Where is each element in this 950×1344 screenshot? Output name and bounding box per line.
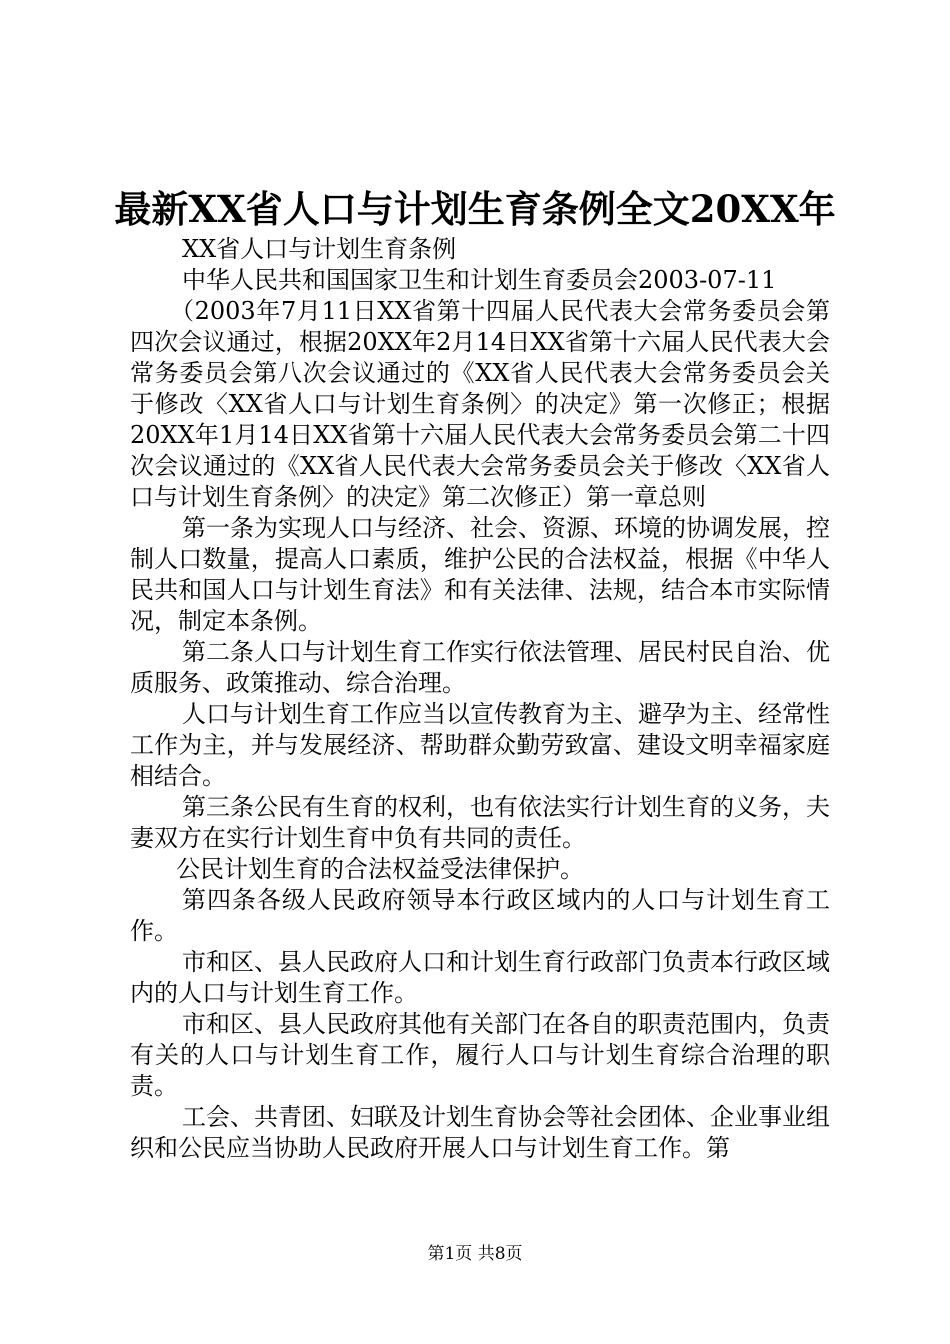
subtitle-regulation-name: XX省人口与计划生育条例 xyxy=(182,235,457,263)
paragraph-article-3-cont: 公民计划生育的合法权益受法律保护。 xyxy=(176,855,584,883)
paragraph-article-2-cont: 人口与计划生育工作应当以宣传教育为主、避孕为主、经常性工作为主，并与发展经济、帮助群众勤劳致富、建设文明幸福家庭相结合。 xyxy=(130,700,830,790)
paragraph-article-4: 第四条各级人民政府领导本行政区域内的人口与计划生育工作。 xyxy=(130,886,830,945)
paragraph-article-4-cont-3: 工会、共青团、妇联及计划生育协会等社会团体、企业事业组织和公民应当协助人民政府开展人口与计划生育工作。第 xyxy=(130,1103,830,1162)
publisher-line: 中华人民共和国国家卫生和计划生育委员会2003-07-11 xyxy=(182,266,777,294)
paragraph-article-2: 第二条人口与计划生育工作实行依法管理、居民村民自治、优质服务、政策推动、综合治理。 xyxy=(130,638,830,697)
document-body xyxy=(130,234,830,1164)
paragraph-article-4-cont-1: 市和区、县人民政府人口和计划生育行政部门负责本行政区域内的人口与计划生育工作。 xyxy=(130,948,830,1007)
paragraph-article-4-cont-2: 市和区、县人民政府其他有关部门在各自的职责范围内，负责有关的人口与计划生育工作，履行人口与计划生育综合治理的职责。 xyxy=(130,1010,830,1100)
paragraph-article-3: 第三条公民有生育的权利，也有依法实行计划生育的义务，夫妻双方在实行计划生育中负有共同的责任。 xyxy=(130,793,830,852)
paragraph-article-1: 第一条为实现人口与经济、社会、资源、环境的协调发展，控制人口数量，提高人口素质，维护公民的合法权益，根据《中华人民共和国人口与计划生育法》和有关法律、法规，结合本市实际情况，制定本条例。 xyxy=(130,514,830,635)
page-indicator: 第1页 共8页 xyxy=(427,1244,523,1264)
document-title: 最新XX省人口与计划生育条例全文20XX年 xyxy=(114,187,836,231)
paragraph-amendment-history: （2003年7月11日XX省第十四届人民代表大会常务委员会第四次会议通过，根据20XX年2月14日XX省第十六届人民代表大会常务委员会第八次会议通过的《XX省人民代表大会常务委员会关于修改〈XX省人口与计划生育条例〉的决定》第一次修正；根据20XX年1月14日XX省第十六届人民代表大会常务委员会第二十四次会议通过的《XX省人民代表大会常务委员会关于修改〈XX省人口与计划生育条例〉的决定》第二次修正）第一章总则 xyxy=(130,297,830,511)
